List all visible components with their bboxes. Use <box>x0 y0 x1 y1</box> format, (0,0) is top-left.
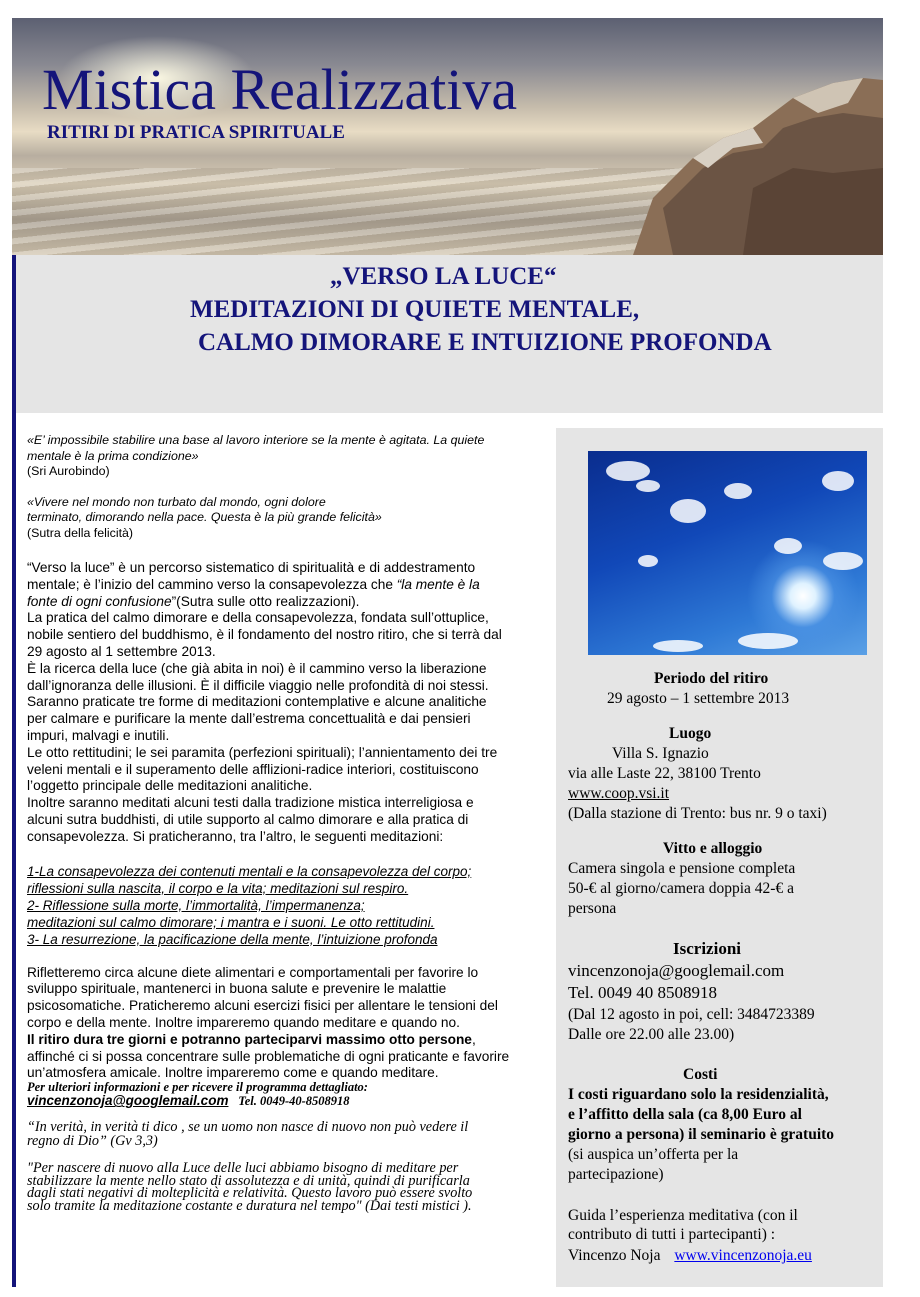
page-title: Mistica Realizzativa <box>42 57 518 122</box>
info-contact <box>27 1093 537 1109</box>
body-line: per calmare e purificare la mente dall’estrema concettualità e dai pensieri <box>27 711 471 727</box>
costi-note-line: (si auspica un’offerta per la <box>568 1146 739 1163</box>
body-line: consapevolezza. Si praticheranno, tra l’altro, le seguenti meditazioni: <box>27 828 444 844</box>
body-line: fonte di ogni confusione”(Sutra sulle otto realizzazioni). <box>27 593 360 609</box>
vitto-line: persona <box>568 900 617 917</box>
body-line: un’atmosfera amicale. Inoltre impareremo come e quando meditare. <box>27 1065 439 1081</box>
costi-bold-line: giorno a persona) il seminario è gratuito <box>568 1126 835 1143</box>
guida-url-link[interactable]: www.vincenzonoja.eu <box>674 1247 812 1264</box>
mystic-line: "Per nascere di nuovo alla Luce delle luci abbiamo bisogno di meditare per <box>27 1160 459 1177</box>
retreat-heading-line1: „VERSO LA LUCE“ <box>330 263 557 290</box>
body-line: Rifletteremo circa alcune diete alimentari e comportamentali per favorire lo <box>27 964 479 980</box>
costi-note-line: partecipazione) <box>568 1166 664 1183</box>
body-line: impuri, malvagi e inutili. <box>27 727 170 743</box>
meditation-item: 1-La consapevolezza dei contenuti mentali e la consapevolezza del corpo; <box>27 863 472 879</box>
closing-paragraph <box>27 965 537 1110</box>
body-line: l’oggetto principale delle meditazioni analitiche. <box>27 778 313 794</box>
luogo-name: Villa S. Ignazio <box>612 745 709 762</box>
quote-line: mentale è la prima condizione» <box>27 448 199 463</box>
aurobindo-quote <box>27 433 537 480</box>
quote-line: «E’ impossibile stabilire una base al lavoro interiore se la mente è agitata. La quiete <box>27 433 485 447</box>
body-line: Le otto rettitudini; le sei paramita (perfezioni spirituali); l’annientamento dei tre <box>27 744 498 760</box>
iscrizioni-title: Iscrizioni <box>673 939 741 958</box>
body-line: Il ritiro dura tre giorni e potranno parteciparvi massimo otto persone, <box>27 1031 476 1047</box>
page-subtitle: RITIRI DI PRATICA SPIRITUALE <box>47 122 345 143</box>
meditation-item: 3- La resurrezione, la pacificazione della mente, l’intuizione profonda <box>27 931 438 947</box>
info-tel: Tel. 0049-40-8508918 <box>238 1094 350 1109</box>
gospel-quote <box>27 1120 537 1148</box>
guida-line: Guida l’esperienza meditativa (con il <box>568 1207 798 1224</box>
guida-line: contributo di tutti i partecipanti) : <box>568 1226 776 1243</box>
meditations-list <box>27 863 537 948</box>
costi-title: Costi <box>683 1066 718 1083</box>
body-line: 29 agosto al 1 settembre 2013. <box>27 643 216 659</box>
vitto-line: Camera singola e pensione completa <box>568 860 796 877</box>
body-line: alcuni sutra buddhisti, di utile supporto al calmo dimorare e alla pratica di <box>27 811 469 827</box>
luogo-title: Luogo <box>669 725 712 742</box>
retreat-heading-line3: CALMO DIMORARE E INTUIZIONE PROFONDA <box>198 329 772 356</box>
guida-name: Vincenzo Noja <box>568 1247 661 1264</box>
meditation-item: riflessioni sulla nascita, il corpo e la vita; meditazioni sul respiro. <box>27 880 409 896</box>
quote-line: «Vivere nel mondo non turbato dal mondo, ogni dolore <box>27 494 326 509</box>
luogo-note: (Dalla stazione di Trento: bus nr. 9 o taxi) <box>568 805 827 822</box>
quote-source: (Sri Aurobindo) <box>27 464 110 478</box>
luogo-address: via alle Laste 22, 38100 Trento <box>568 765 761 782</box>
vitto-line: 50-€ al giorno/camera doppia 42-€ a <box>568 880 794 897</box>
meditation-item: meditazioni sul calmo dimorare; i mantra e i suoni. Le otto rettitudini. <box>27 914 435 930</box>
body-line: dall’ignoranza delle illusioni. È il difficile viaggio nelle profondità di noi stessi. <box>27 677 489 693</box>
gospel-line: regno di Dio” (Gv 3,3) <box>27 1133 158 1150</box>
body-line: Inoltre saranno meditati alcuni testi dalla tradizione mistica interreligiosa e <box>27 795 474 811</box>
body-line: È la ricerca della luce (che già abita in noi) è il cammino verso la liberazione <box>27 660 487 676</box>
quote-source: (Sutra della felicità) <box>27 525 134 540</box>
body-line: nobile sentiero del buddhismo, è il fondamento del nostro ritiro, che si terrà dal <box>27 627 502 643</box>
body-line: mentale; è l’inizio del cammino verso la consapevolezza che “la mente è la <box>27 576 480 592</box>
mystic-line: dagli stati negativi di molteplicità e relatività. Questo lavoro può essere svolto <box>27 1185 473 1202</box>
periodo-title: Periodo del ritiro <box>654 670 769 687</box>
guida-signature <box>568 1246 812 1266</box>
iscrizioni-tel: Tel. 0049 40 8508918 <box>568 983 717 1002</box>
body-line: psicosomatiche. Praticheremo alcuni esercizi fisici per allentare le tensioni del <box>27 998 498 1014</box>
vitto-title: Vitto e alloggio <box>663 840 763 857</box>
body-line: “Verso la luce” è un percorso sistematico di spiritualità e di addestramento <box>27 560 476 575</box>
body-line: corpo e della mente. Inoltre impareremo quando meditare e quando no. <box>27 1014 460 1030</box>
info-email-link[interactable]: vincenzonoja@googlemail.com <box>27 1093 229 1109</box>
description-text <box>27 433 537 1212</box>
info-label: Per ulteriori informazioni e per ricevere il programma dettagliato: <box>27 1080 368 1095</box>
mystic-quote <box>27 1162 537 1212</box>
clouds-icon <box>588 451 867 655</box>
periodo-value: 29 agosto – 1 settembre 2013 <box>607 690 790 707</box>
luogo-url-link[interactable]: www.coop.vsi.it <box>568 785 670 802</box>
body-line: sviluppo spirituale, mantenerci in buona salute e prevenire le malattie <box>27 981 447 997</box>
mystic-line: stabilizzare la mente nello stato di assolutezza e di unità, quindi di purificarla <box>27 1172 470 1189</box>
body-line: affinché ci si possa concentrare sulle problematiche di ogni praticante e favorire <box>27 1048 510 1064</box>
sky-sun-image <box>588 451 867 655</box>
retreat-heading-line2: MEDITAZIONI DI QUIETE MENTALE, <box>190 296 640 323</box>
mountain-image <box>633 58 883 255</box>
gospel-line: “In verità, in verità ti dico , se un uomo non nasce di nuovo non può vedere il <box>27 1119 469 1136</box>
costi-bold-line: I costi riguardano solo la residenzialità, <box>568 1086 829 1103</box>
iscrizioni-cell: (Dal 12 agosto in poi, cell: 3484723389 <box>568 1006 815 1023</box>
iscrizioni-email[interactable]: vincenzonoja@googlemail.com <box>568 961 785 980</box>
header-banner <box>12 18 883 255</box>
body-line: Saranno praticate tre forme di meditazioni contemplative e alcune analitiche <box>27 694 487 710</box>
body-line: veleni mentali e il superamento delle afflizioni-radice interiori, costituiscono <box>27 761 479 777</box>
intro-paragraph <box>27 560 537 846</box>
sutra-quote <box>27 495 537 542</box>
costi-bold-line: e l’affitto della sala (ca 8,00 Euro al <box>568 1106 802 1123</box>
body-line: La pratica del calmo dimorare e della consapevolezza, fondata sull’ottuplice, <box>27 610 489 626</box>
mystic-line: solo tramite la meditazione costante e duratura nel tempo" (Dai testi mistici ). <box>27 1197 472 1214</box>
quote-line: terminato, dimorando nella pace. Questa è la più grande felicità» <box>27 510 382 524</box>
iscrizioni-hours: Dalle ore 22.00 alle 23.00) <box>568 1026 735 1043</box>
meditation-item: 2- Riflessione sulla morte, l’immortalità, l’impermanenza; <box>27 897 365 913</box>
retreat-heading-box <box>16 255 883 413</box>
